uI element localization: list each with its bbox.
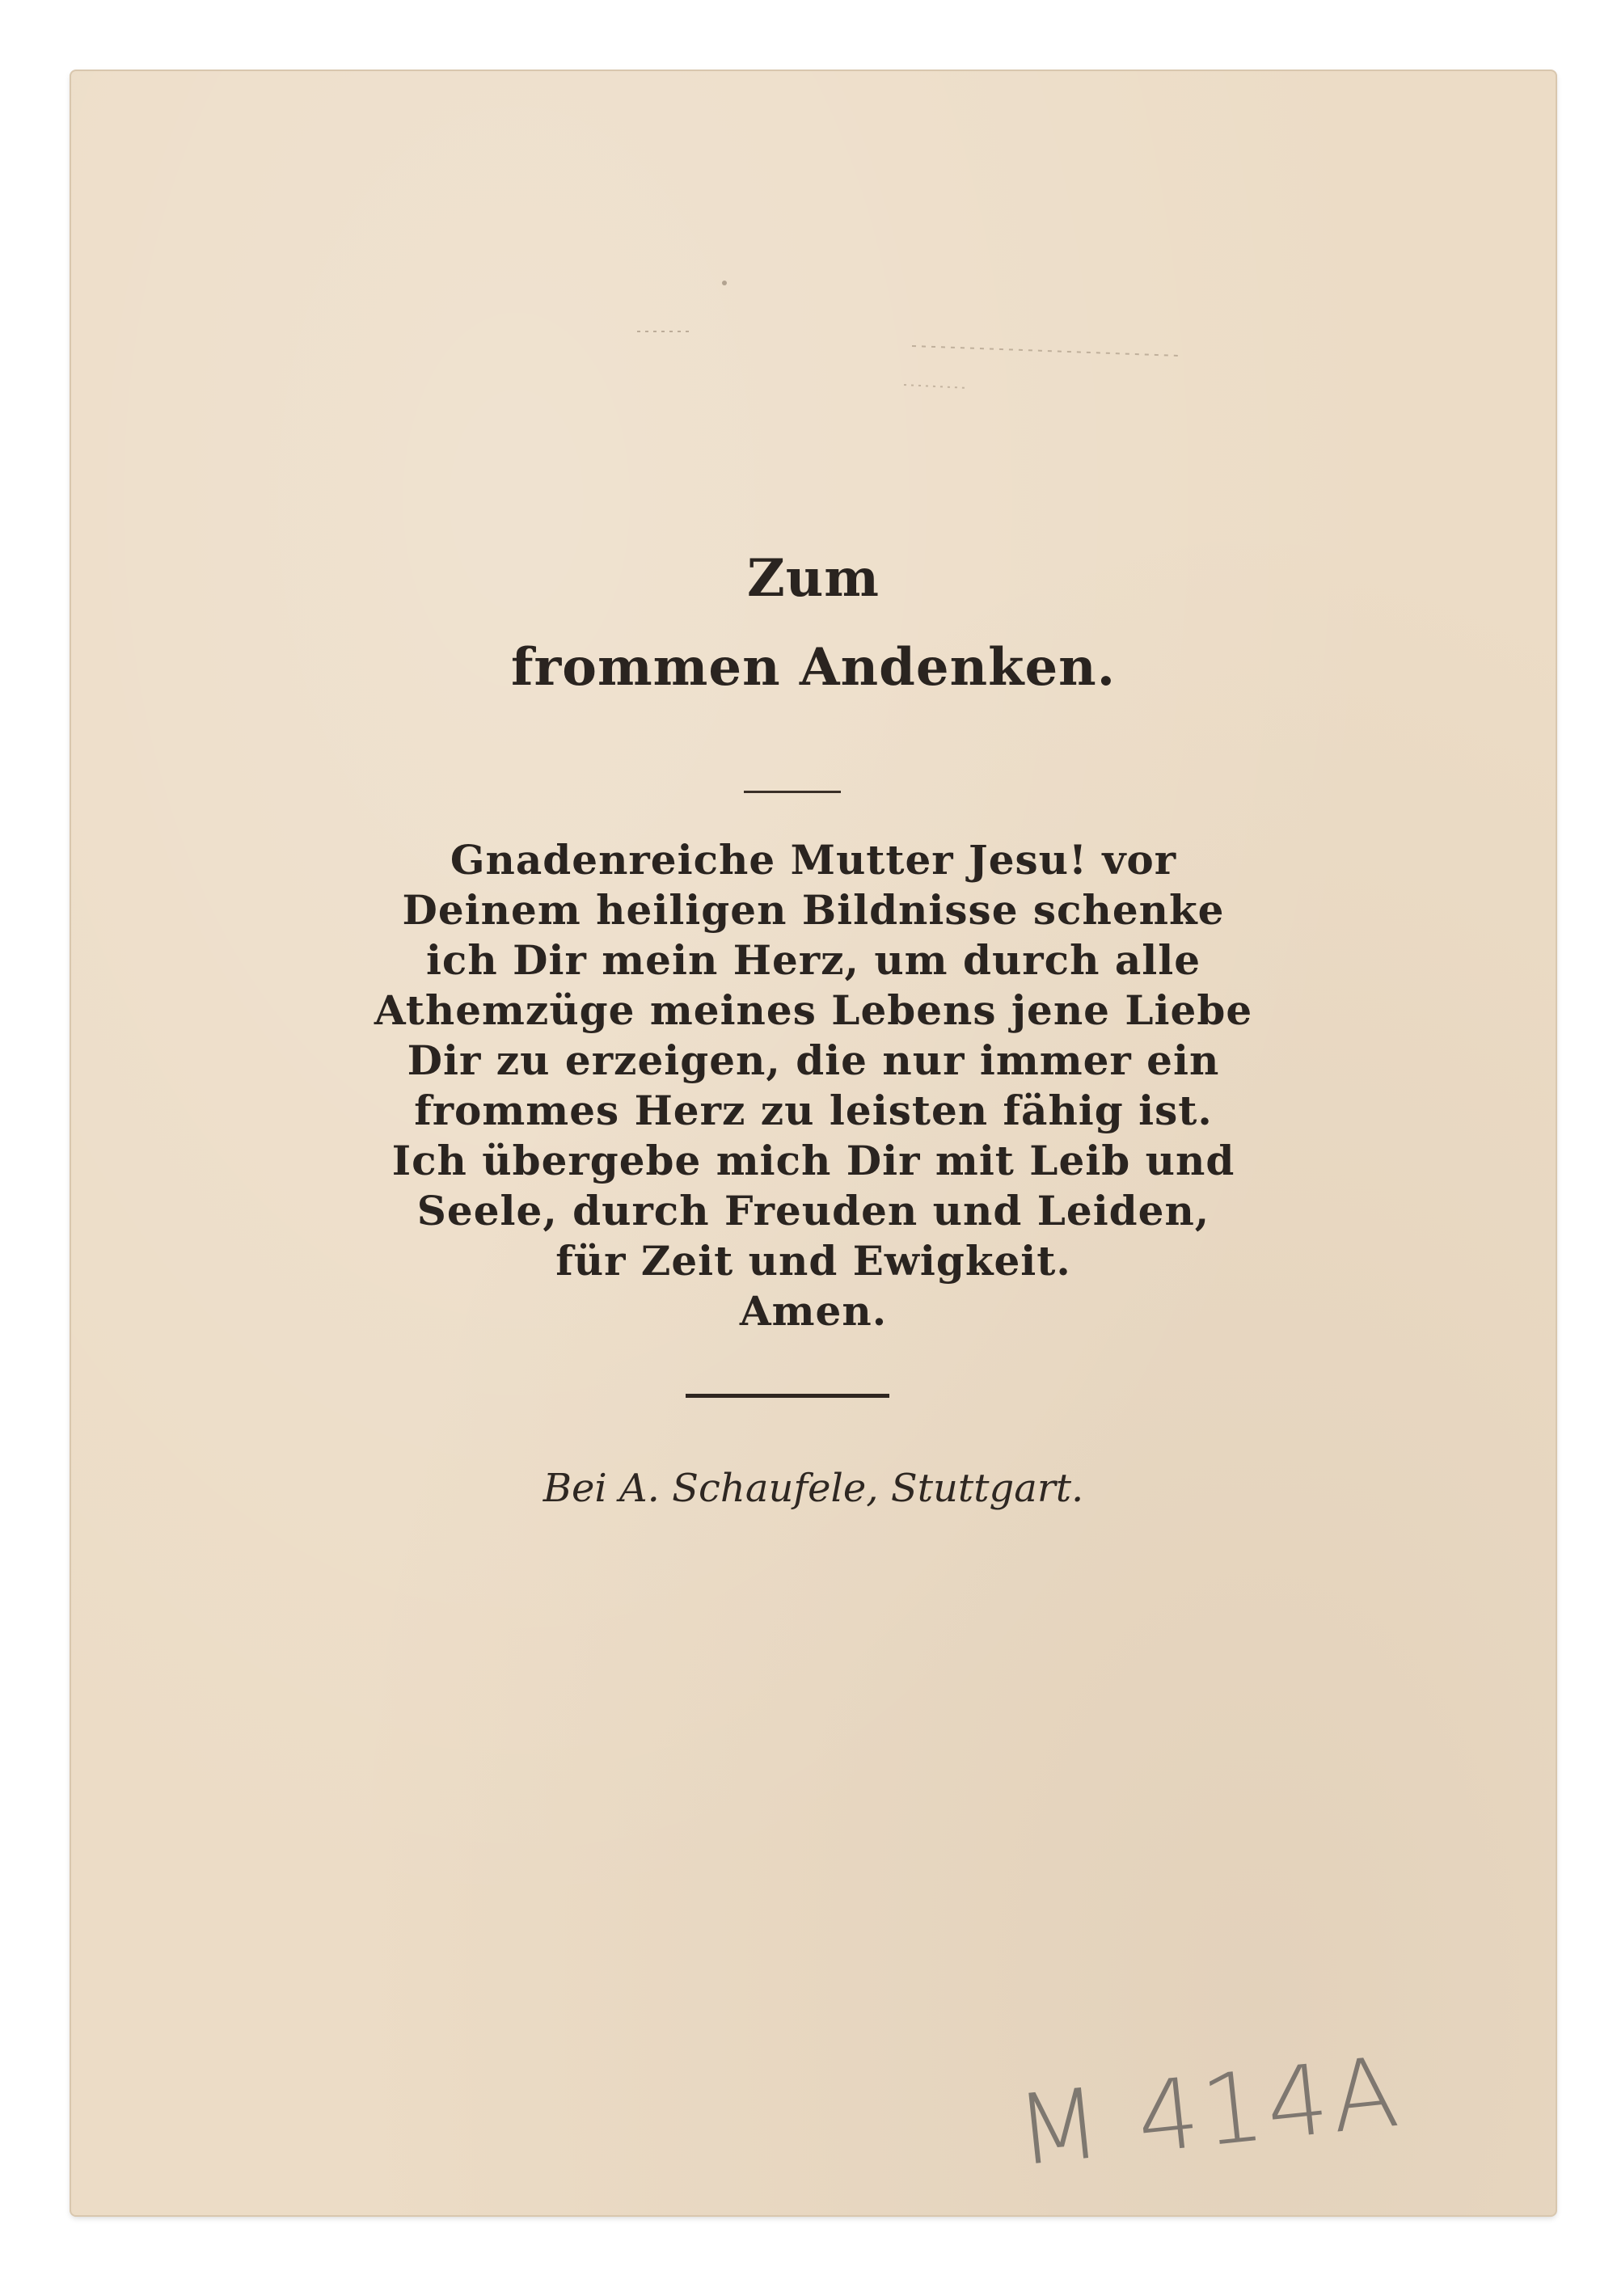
archive-number-pencil: M 414A	[1011, 2036, 1407, 2188]
prayer-line: für Zeit und Ewigkeit.	[555, 1237, 1071, 1285]
prayer-line: Gnadenreiche Mutter Jesu! vor	[450, 836, 1177, 884]
card-title-line2: frommen Andenken.	[511, 637, 1116, 698]
prayer-line: Dir zu erzeigen, die nur immer ein	[407, 1036, 1220, 1084]
prayer-line: Deinem heiligen Bildnisse schenke	[402, 886, 1225, 934]
prayer-line: Seele, durch Freuden und Leiden,	[416, 1187, 1210, 1235]
prayer-text	[314, 835, 1313, 1336]
prayer-line: Ich übergebe mich Dir mit Leib und	[391, 1137, 1235, 1184]
card-title-line1: Zum	[747, 548, 880, 609]
prayer-line: Athemzüge meines Lebens jene Liebe	[374, 986, 1253, 1034]
publisher-imprint: Bei A. Schaufele, Stuttgart.	[543, 1466, 1084, 1511]
divider-long	[686, 1394, 889, 1398]
divider-short	[744, 791, 841, 793]
prayer-line: ich Dir mein Herz, um durch alle	[425, 936, 1201, 984]
prayer-line: frommes Herz zu leisten fähig ist.	[414, 1087, 1213, 1134]
prayer-card	[71, 71, 1556, 2215]
prayer-line: Amen.	[739, 1287, 888, 1335]
